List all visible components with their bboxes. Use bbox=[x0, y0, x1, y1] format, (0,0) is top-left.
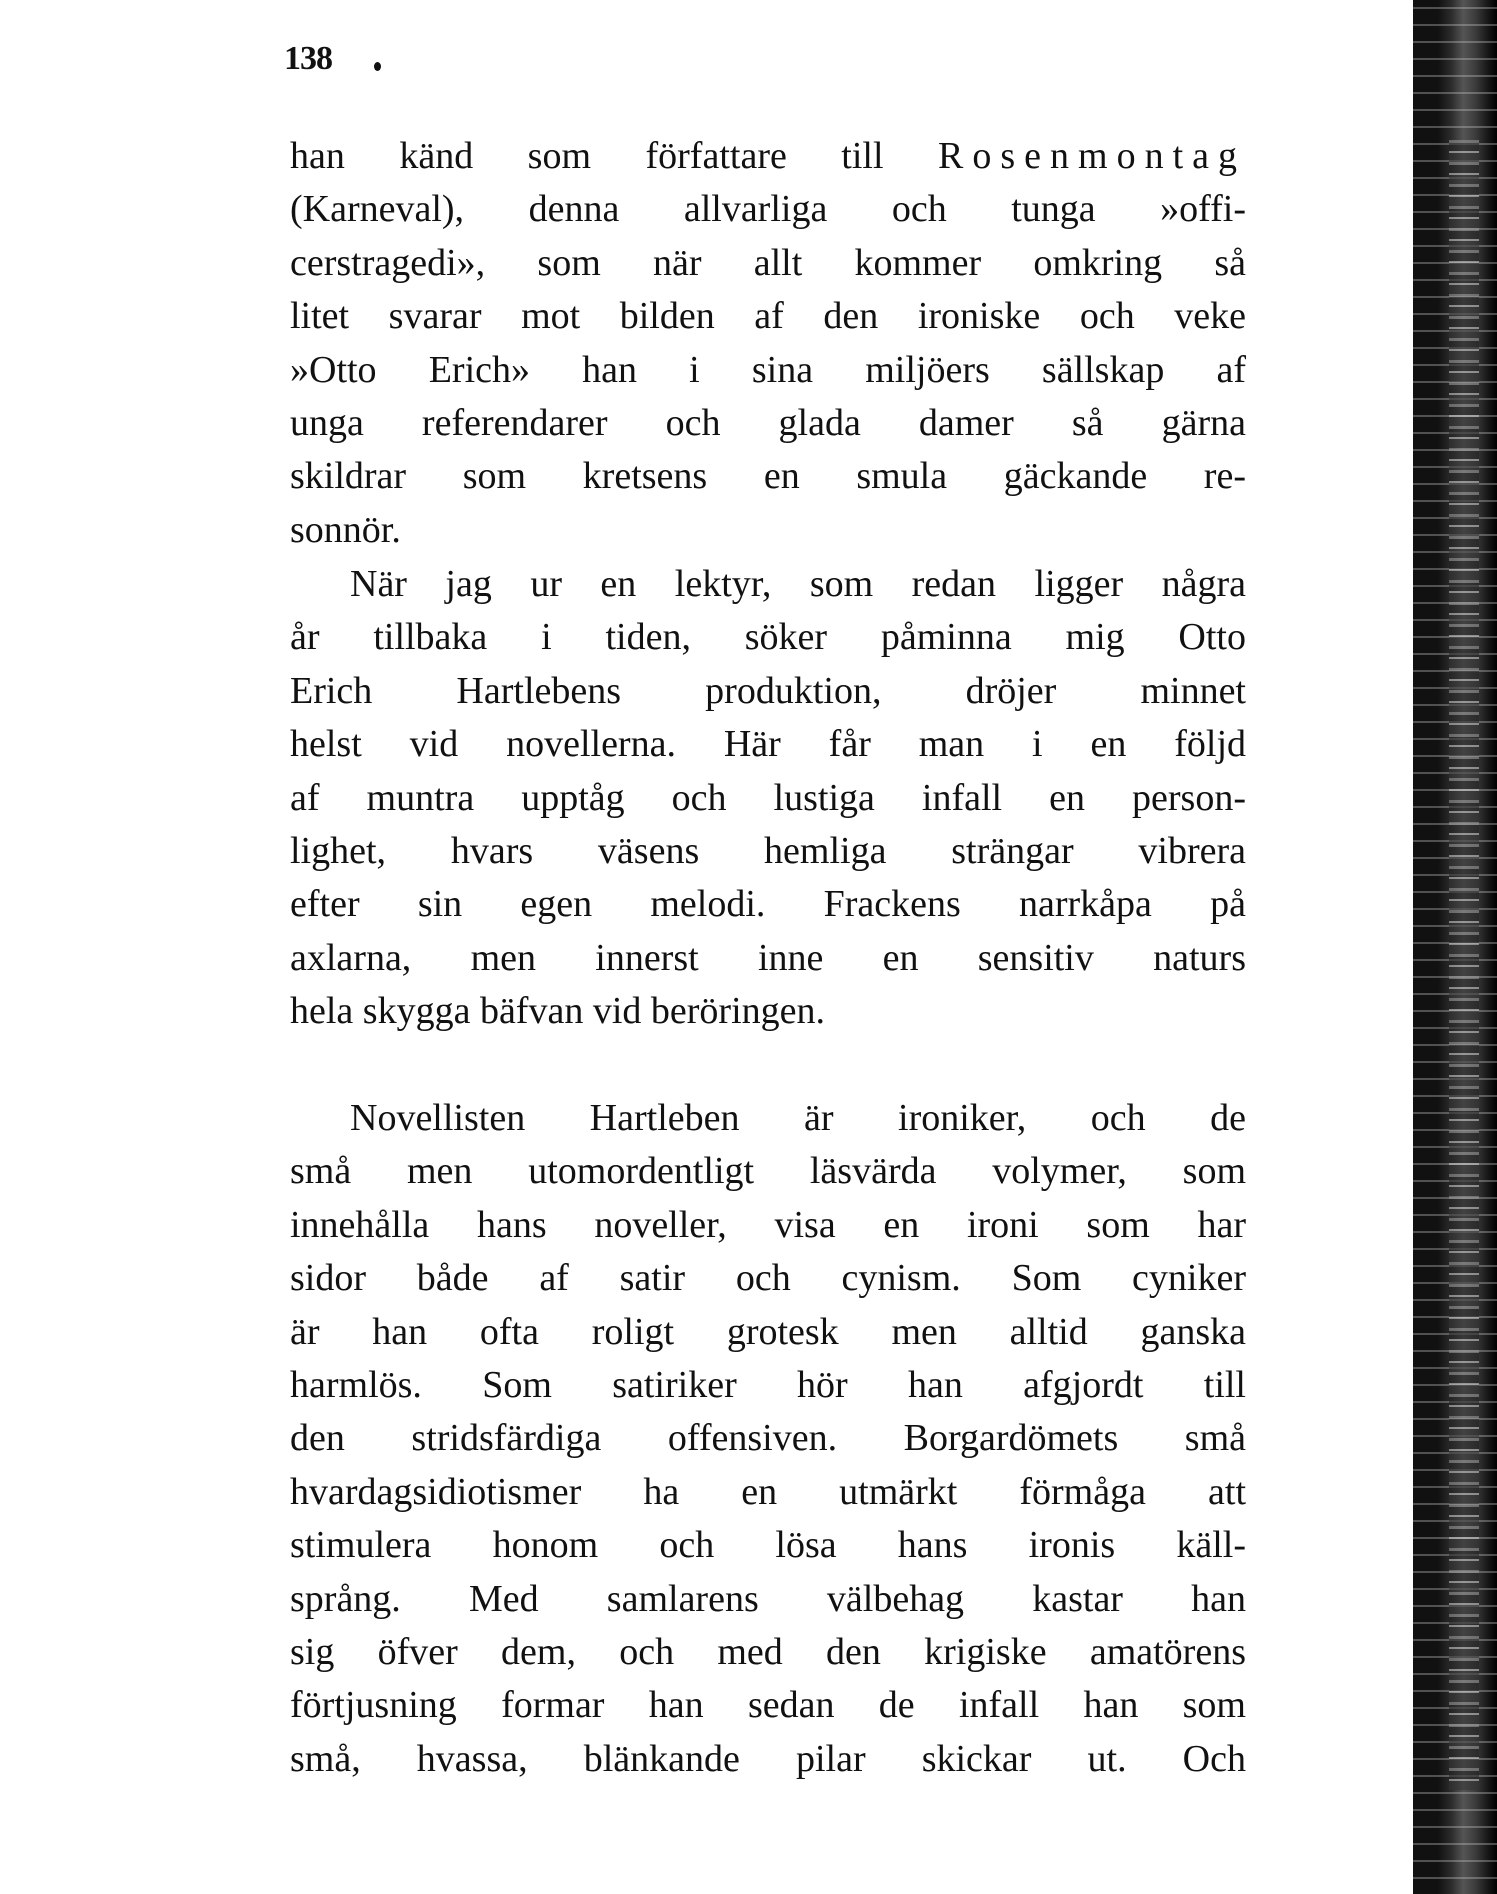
text-line: Erich Hartlebens produktion, dröjer minnet bbox=[290, 669, 1246, 712]
text-line: (Karneval), denna allvarliga och tunga »offi- bbox=[290, 188, 1246, 231]
text-line: harmlös. Som satiriker hör han afgjordt till bbox=[290, 1363, 1246, 1406]
text-span: han känd som författare till bbox=[290, 135, 884, 177]
text-line: innehålla hans noveller, visa en ironi som har bbox=[290, 1203, 1246, 1246]
text-line: år tillbaka i tiden, söker påminna mig Otto bbox=[290, 616, 1246, 659]
text-line: af muntra upptåg och lustiga infall en person- bbox=[290, 776, 1246, 819]
text-line: efter sin egen melodi. Frackens narrkåpa på bbox=[290, 883, 1246, 926]
scanned-page-edge bbox=[1413, 0, 1497, 1894]
text-line: skildrar som kretsens en smula gäckande re- bbox=[290, 455, 1246, 498]
text-line: sig öfver dem, och med den krigiske amatörens bbox=[290, 1630, 1246, 1673]
text-line: sidor både af satir och cynism. Som cyniker bbox=[290, 1257, 1246, 1300]
text-line: hvardagsidiotismer ha en utmärkt förmåga att bbox=[290, 1470, 1246, 1513]
paragraph-1 bbox=[290, 130, 1246, 557]
page-number: 138 bbox=[284, 40, 332, 77]
text-line: När jag ur en lektyr, som redan ligger några bbox=[350, 563, 1246, 605]
text-line: litet svarar mot bilden af den ironiske och veke bbox=[290, 295, 1246, 338]
text-line: axlarna, men innerst inne en sensitiv naturs bbox=[290, 936, 1246, 979]
text-line: språng. Med samlarens välbehag kastar han bbox=[290, 1577, 1246, 1620]
text-line: helst vid novellerna. Här får man i en följd bbox=[290, 723, 1246, 766]
text-line: hela skygga bäfvan vid beröringen. bbox=[290, 990, 825, 1033]
text-line: små, hvassa, blänkande pilar skickar ut. Och bbox=[290, 1737, 1246, 1780]
text-line bbox=[290, 130, 1246, 183]
text-line: cerstragedi», som när allt kommer omkring så bbox=[290, 241, 1246, 284]
text-line: unga referendarer och glada damer så gärna bbox=[290, 401, 1246, 444]
text-line: små men utomordentligt läsvärda volymer, som bbox=[290, 1150, 1246, 1193]
text-line: är han ofta roligt grotesk men alltid ganska bbox=[290, 1310, 1246, 1353]
paragraph-2 bbox=[290, 558, 1246, 1039]
page-number-dot bbox=[374, 62, 381, 71]
text-line: »Otto Erich» han i sina miljöers sällskap af bbox=[290, 348, 1246, 391]
text-line: sonnör. bbox=[290, 508, 401, 551]
text-line: stimulera honom och lösa hans ironis käll- bbox=[290, 1524, 1246, 1567]
text-line: förtjusning formar han sedan de infall han som bbox=[290, 1684, 1246, 1727]
text-line: lighet, hvars väsens hemliga strängar vibrera bbox=[290, 829, 1246, 872]
edge-texture bbox=[1449, 140, 1479, 1790]
title-spaced: Rosenmontag bbox=[938, 135, 1247, 177]
paragraph-3 bbox=[290, 1092, 1246, 1786]
text-line: den stridsfärdiga offensiven. Borgardömets små bbox=[290, 1417, 1246, 1460]
text-line: Novellisten Hartleben är ironiker, och de bbox=[350, 1097, 1246, 1139]
